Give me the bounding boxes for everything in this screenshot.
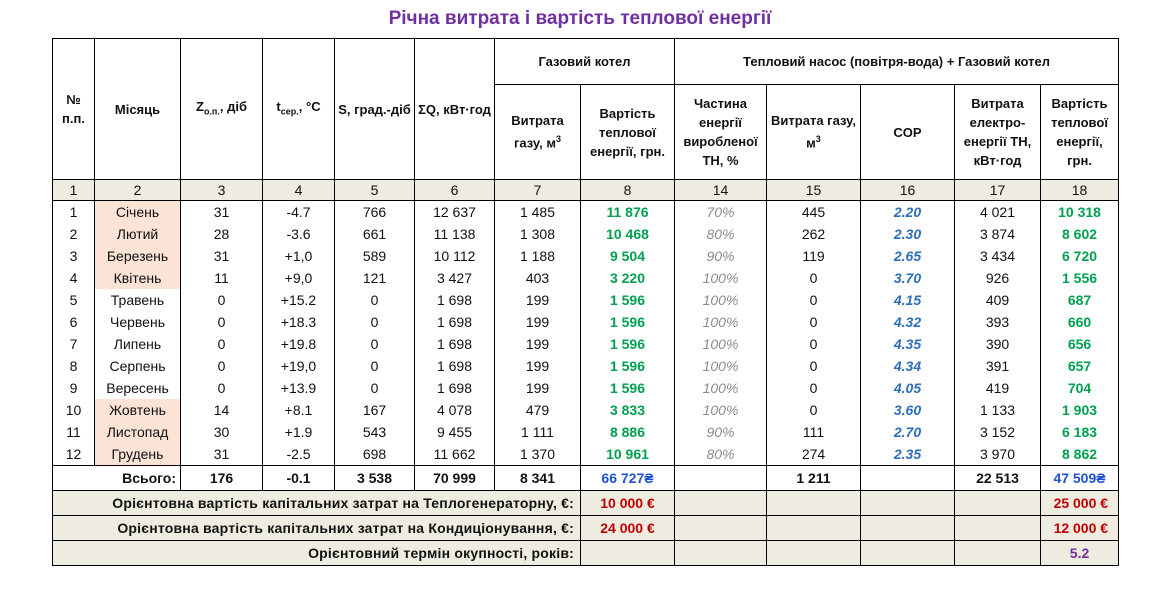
cell-month: Липень xyxy=(95,333,181,355)
cell-t: +15.2 xyxy=(263,289,335,311)
month-rows xyxy=(53,201,1119,466)
cell-gas: 1 308 xyxy=(495,223,581,245)
cell-no: 3 xyxy=(53,245,95,267)
cell-hp-cost: 656 xyxy=(1041,333,1119,355)
cell-t: -3.6 xyxy=(263,223,335,245)
capital-row-ac xyxy=(53,516,1119,541)
cell-q: 10 112 xyxy=(415,245,495,267)
column-number: 14 xyxy=(675,180,767,201)
cell-q: 12 637 xyxy=(415,201,495,224)
cell-no: 8 xyxy=(53,355,95,377)
payback-empty-cell xyxy=(581,541,675,566)
cell-t: +19.8 xyxy=(263,333,335,355)
header-gas-use: Витрата газу, $м^3$ xyxy=(495,85,581,180)
cell-cop: 4.32 xyxy=(861,311,955,333)
cell-gas: 1 485 xyxy=(495,201,581,224)
cell-gas: 199 xyxy=(495,333,581,355)
payback-value: 5.2 xyxy=(1041,541,1119,566)
cell-gas-cost: 1 596 xyxy=(581,289,675,311)
energy-table xyxy=(52,38,1119,566)
cell-cop: 2.65 xyxy=(861,245,955,267)
cell-z: 31 xyxy=(181,245,263,267)
header-z: $Z_{о.п.}$, діб xyxy=(181,39,263,180)
cell-cop: 3.70 xyxy=(861,267,955,289)
cell-t: -2.5 xyxy=(263,443,335,466)
cell-z: 0 xyxy=(181,311,263,333)
header-hp-gas-use: Витрата газу, $м^3$ xyxy=(767,85,861,180)
cell-hp-cost: 1 903 xyxy=(1041,399,1119,421)
totals-gas-cost: 66 727₴ xyxy=(581,466,675,491)
cell-hp-gas: 262 xyxy=(767,223,861,245)
cell-gas-cost: 3 220 xyxy=(581,267,675,289)
capital-empty-cell xyxy=(861,491,955,516)
cell-month: Жовтень xyxy=(95,399,181,421)
cell-q: 1 698 xyxy=(415,311,495,333)
cell-elec: 4 021 xyxy=(955,201,1041,224)
cell-s: 766 xyxy=(335,201,415,224)
cell-elec: 391 xyxy=(955,355,1041,377)
cell-gas: 199 xyxy=(495,377,581,399)
cell-gas-cost: 1 596 xyxy=(581,333,675,355)
capital-empty-cell xyxy=(955,491,1041,516)
cell-hp-cost: 704 xyxy=(1041,377,1119,399)
cell-hp-gas: 445 xyxy=(767,201,861,224)
cell-s: 698 xyxy=(335,443,415,466)
cell-hp-gas: 0 xyxy=(767,311,861,333)
capital-empty-cell xyxy=(767,516,861,541)
cell-elec: 3 970 xyxy=(955,443,1041,466)
table-row xyxy=(53,311,1119,333)
cell-t: +1,0 xyxy=(263,245,335,267)
table-row xyxy=(53,333,1119,355)
cell-gas: 1 188 xyxy=(495,245,581,267)
header-month: Місяць xyxy=(95,39,181,180)
header-gas-boiler: Газовий котел xyxy=(495,39,675,85)
column-number: 7 xyxy=(495,180,581,201)
table-row xyxy=(53,377,1119,399)
cell-share: 100% xyxy=(675,377,767,399)
cell-z: 0 xyxy=(181,355,263,377)
table-row xyxy=(53,245,1119,267)
cell-elec: 393 xyxy=(955,311,1041,333)
cell-hp-cost: 6 183 xyxy=(1041,421,1119,443)
cell-month: Грудень xyxy=(95,443,181,466)
column-number-row xyxy=(53,180,1119,201)
cell-t: +9,0 xyxy=(263,267,335,289)
header-q: ΣQ, кВт·год xyxy=(415,39,495,180)
cell-share: 80% xyxy=(675,443,767,466)
cell-no: 12 xyxy=(53,443,95,466)
column-number: 17 xyxy=(955,180,1041,201)
cell-hp-gas: 0 xyxy=(767,289,861,311)
cell-z: 0 xyxy=(181,377,263,399)
cell-elec: 419 xyxy=(955,377,1041,399)
totals-share-empty xyxy=(675,466,767,491)
cell-no: 9 xyxy=(53,377,95,399)
cell-elec: 3 874 xyxy=(955,223,1041,245)
cell-z: 31 xyxy=(181,201,263,224)
cell-q: 11 662 xyxy=(415,443,495,466)
cell-s: 0 xyxy=(335,289,415,311)
cell-no: 6 xyxy=(53,311,95,333)
payback-label: Орієнтовний термін окупності, років: xyxy=(53,541,581,566)
payback-empty-cell xyxy=(861,541,955,566)
cell-hp-cost: 1 556 xyxy=(1041,267,1119,289)
header-share: Частина енергії виробленої ТН, % xyxy=(675,85,767,180)
cell-cop: 4.35 xyxy=(861,333,955,355)
cell-hp-gas: 119 xyxy=(767,245,861,267)
payback-row xyxy=(53,541,1119,566)
cell-gas-cost: 9 504 xyxy=(581,245,675,267)
cell-month: Травень xyxy=(95,289,181,311)
column-number: 18 xyxy=(1041,180,1119,201)
capital-empty-cell xyxy=(675,491,767,516)
column-number: 16 xyxy=(861,180,955,201)
column-number: 2 xyxy=(95,180,181,201)
capital-row-heat xyxy=(53,491,1119,516)
cell-s: 589 xyxy=(335,245,415,267)
cell-cop: 4.34 xyxy=(861,355,955,377)
cell-cop: 2.30 xyxy=(861,223,955,245)
table-row xyxy=(53,289,1119,311)
cell-z: 30 xyxy=(181,421,263,443)
cell-hp-cost: 687 xyxy=(1041,289,1119,311)
cell-share: 100% xyxy=(675,355,767,377)
table-row xyxy=(53,399,1119,421)
cell-cop: 2.20 xyxy=(861,201,955,224)
cell-t: +1.9 xyxy=(263,421,335,443)
header-elec-use: Витрата електро-енергії ТН, кВт·год xyxy=(955,85,1041,180)
cell-no: 4 xyxy=(53,267,95,289)
table-row xyxy=(53,267,1119,289)
cell-month: Вересень xyxy=(95,377,181,399)
cell-no: 10 xyxy=(53,399,95,421)
cell-share: 70% xyxy=(675,201,767,224)
header-no: № п.п. xyxy=(53,39,95,180)
cell-gas-cost: 3 833 xyxy=(581,399,675,421)
cell-share: 100% xyxy=(675,289,767,311)
cell-no: 7 xyxy=(53,333,95,355)
cell-cop: 2.70 xyxy=(861,421,955,443)
cell-share: 80% xyxy=(675,223,767,245)
cell-elec: 1 133 xyxy=(955,399,1041,421)
cell-s: 0 xyxy=(335,377,415,399)
header-cop: COP xyxy=(861,85,955,180)
header-hp-cost: Вартість теплової енергії, грн. xyxy=(1041,85,1119,180)
column-number: 15 xyxy=(767,180,861,201)
cell-elec: 3 152 xyxy=(955,421,1041,443)
capital-gas-value: 24 000 € xyxy=(581,516,675,541)
cell-gas: 1 111 xyxy=(495,421,581,443)
cell-s: 167 xyxy=(335,399,415,421)
cell-month: Серпень xyxy=(95,355,181,377)
cell-gas-cost: 11 876 xyxy=(581,201,675,224)
column-number: 1 xyxy=(53,180,95,201)
cell-elec: 409 xyxy=(955,289,1041,311)
cell-q: 11 138 xyxy=(415,223,495,245)
cell-z: 31 xyxy=(181,443,263,466)
capital-label: Орієнтовна вартість капітальних затрат на Кондиціонування, €: xyxy=(53,516,581,541)
cell-z: 11 xyxy=(181,267,263,289)
totals-q: 70 999 xyxy=(415,466,495,491)
payback-empty-cell xyxy=(955,541,1041,566)
cell-hp-cost: 8 862 xyxy=(1041,443,1119,466)
capital-hp-value: 25 000 € xyxy=(1041,491,1119,516)
cell-q: 1 698 xyxy=(415,289,495,311)
cell-month: Березень xyxy=(95,245,181,267)
cell-elec: 926 xyxy=(955,267,1041,289)
cell-z: 14 xyxy=(181,399,263,421)
page-title: Річна витрата і вартість теплової енергії xyxy=(388,8,772,29)
cell-gas-cost: 1 596 xyxy=(581,377,675,399)
column-number: 4 xyxy=(263,180,335,201)
totals-hp-cost: 47 509₴ xyxy=(1041,466,1119,491)
cell-elec: 3 434 xyxy=(955,245,1041,267)
cell-hp-cost: 6 720 xyxy=(1041,245,1119,267)
cell-no: 11 xyxy=(53,421,95,443)
cell-no: 5 xyxy=(53,289,95,311)
cell-share: 100% xyxy=(675,267,767,289)
column-number: 6 xyxy=(415,180,495,201)
cell-s: 0 xyxy=(335,311,415,333)
cell-q: 1 698 xyxy=(415,377,495,399)
cell-month: Квітень xyxy=(95,267,181,289)
column-number: 8 xyxy=(581,180,675,201)
cell-hp-gas: 111 xyxy=(767,421,861,443)
totals-row xyxy=(53,466,1119,491)
totals-hp-gas: 1 211 xyxy=(767,466,861,491)
payback-empty-cell xyxy=(767,541,861,566)
cell-gas-cost: 1 596 xyxy=(581,355,675,377)
cell-share: 100% xyxy=(675,399,767,421)
cell-q: 1 698 xyxy=(415,333,495,355)
table-row xyxy=(53,443,1119,466)
cell-hp-cost: 10 318 xyxy=(1041,201,1119,224)
cell-hp-gas: 0 xyxy=(767,333,861,355)
cell-t: +18.3 xyxy=(263,311,335,333)
cell-s: 0 xyxy=(335,333,415,355)
cell-gas-cost: 10 468 xyxy=(581,223,675,245)
table-row xyxy=(53,223,1119,245)
cell-gas-cost: 10 961 xyxy=(581,443,675,466)
column-number: 5 xyxy=(335,180,415,201)
cell-share: 90% xyxy=(675,421,767,443)
cell-gas-cost: 1 596 xyxy=(581,311,675,333)
cell-s: 121 xyxy=(335,267,415,289)
cell-share: 90% xyxy=(675,245,767,267)
capital-empty-cell xyxy=(955,516,1041,541)
cell-cop: 2.35 xyxy=(861,443,955,466)
header-gas-cost: Вартість теплової енергії, грн. xyxy=(581,85,675,180)
cell-z: 0 xyxy=(181,333,263,355)
capital-hp-value: 12 000 € xyxy=(1041,516,1119,541)
cell-q: 1 698 xyxy=(415,355,495,377)
cell-s: 0 xyxy=(335,355,415,377)
table-row xyxy=(53,421,1119,443)
header-heat-pump: Тепловий насос (повітря-вода) + Газовий котел xyxy=(675,39,1119,85)
cell-gas: 199 xyxy=(495,311,581,333)
cell-cop: 4.15 xyxy=(861,289,955,311)
totals-elec: 22 513 xyxy=(955,466,1041,491)
cell-t: -4.7 xyxy=(263,201,335,224)
cell-t: +8.1 xyxy=(263,399,335,421)
cell-hp-cost: 657 xyxy=(1041,355,1119,377)
capital-empty-cell xyxy=(675,516,767,541)
cell-share: 100% xyxy=(675,333,767,355)
cell-no: 2 xyxy=(53,223,95,245)
totals-gas: 8 341 xyxy=(495,466,581,491)
cell-gas-cost: 8 886 xyxy=(581,421,675,443)
cell-hp-gas: 0 xyxy=(767,377,861,399)
cell-gas: 199 xyxy=(495,289,581,311)
cell-q: 3 427 xyxy=(415,267,495,289)
cell-gas: 479 xyxy=(495,399,581,421)
cell-hp-gas: 0 xyxy=(767,355,861,377)
cell-hp-gas: 274 xyxy=(767,443,861,466)
capital-gas-value: 10 000 € xyxy=(581,491,675,516)
cell-month: Січень xyxy=(95,201,181,224)
capital-empty-cell xyxy=(861,516,955,541)
totals-label: Всього: xyxy=(53,466,181,491)
capital-empty-cell xyxy=(767,491,861,516)
table-row xyxy=(53,355,1119,377)
header-s: S, град.-діб xyxy=(335,39,415,180)
cell-share: 100% xyxy=(675,311,767,333)
cell-cop: 4.05 xyxy=(861,377,955,399)
cell-gas: 403 xyxy=(495,267,581,289)
payback-empty-cell xyxy=(675,541,767,566)
cell-elec: 390 xyxy=(955,333,1041,355)
cell-s: 543 xyxy=(335,421,415,443)
capital-label: Орієнтовна вартість капітальних затрат на Теплогенераторну, €: xyxy=(53,491,581,516)
cell-gas: 1 370 xyxy=(495,443,581,466)
cell-hp-gas: 0 xyxy=(767,399,861,421)
cell-gas: 199 xyxy=(495,355,581,377)
cell-hp-gas: 0 xyxy=(767,267,861,289)
cell-month: Лютий xyxy=(95,223,181,245)
column-number: 3 xyxy=(181,180,263,201)
cell-t: +13.9 xyxy=(263,377,335,399)
cell-hp-cost: 8 602 xyxy=(1041,223,1119,245)
cell-q: 9 455 xyxy=(415,421,495,443)
cell-cop: 3.60 xyxy=(861,399,955,421)
cell-t: +19,0 xyxy=(263,355,335,377)
cell-hp-cost: 660 xyxy=(1041,311,1119,333)
cell-z: 28 xyxy=(181,223,263,245)
table-row xyxy=(53,201,1119,224)
cell-s: 661 xyxy=(335,223,415,245)
cell-month: Листопад xyxy=(95,421,181,443)
totals-s: 3 538 xyxy=(335,466,415,491)
cell-q: 4 078 xyxy=(415,399,495,421)
cell-month: Червень xyxy=(95,311,181,333)
cell-no: 1 xyxy=(53,201,95,224)
totals-cop-empty xyxy=(861,466,955,491)
totals-z: 176 xyxy=(181,466,263,491)
header-t: $t_{сер.}$, °C xyxy=(263,39,335,180)
cell-z: 0 xyxy=(181,289,263,311)
totals-t: -0.1 xyxy=(263,466,335,491)
